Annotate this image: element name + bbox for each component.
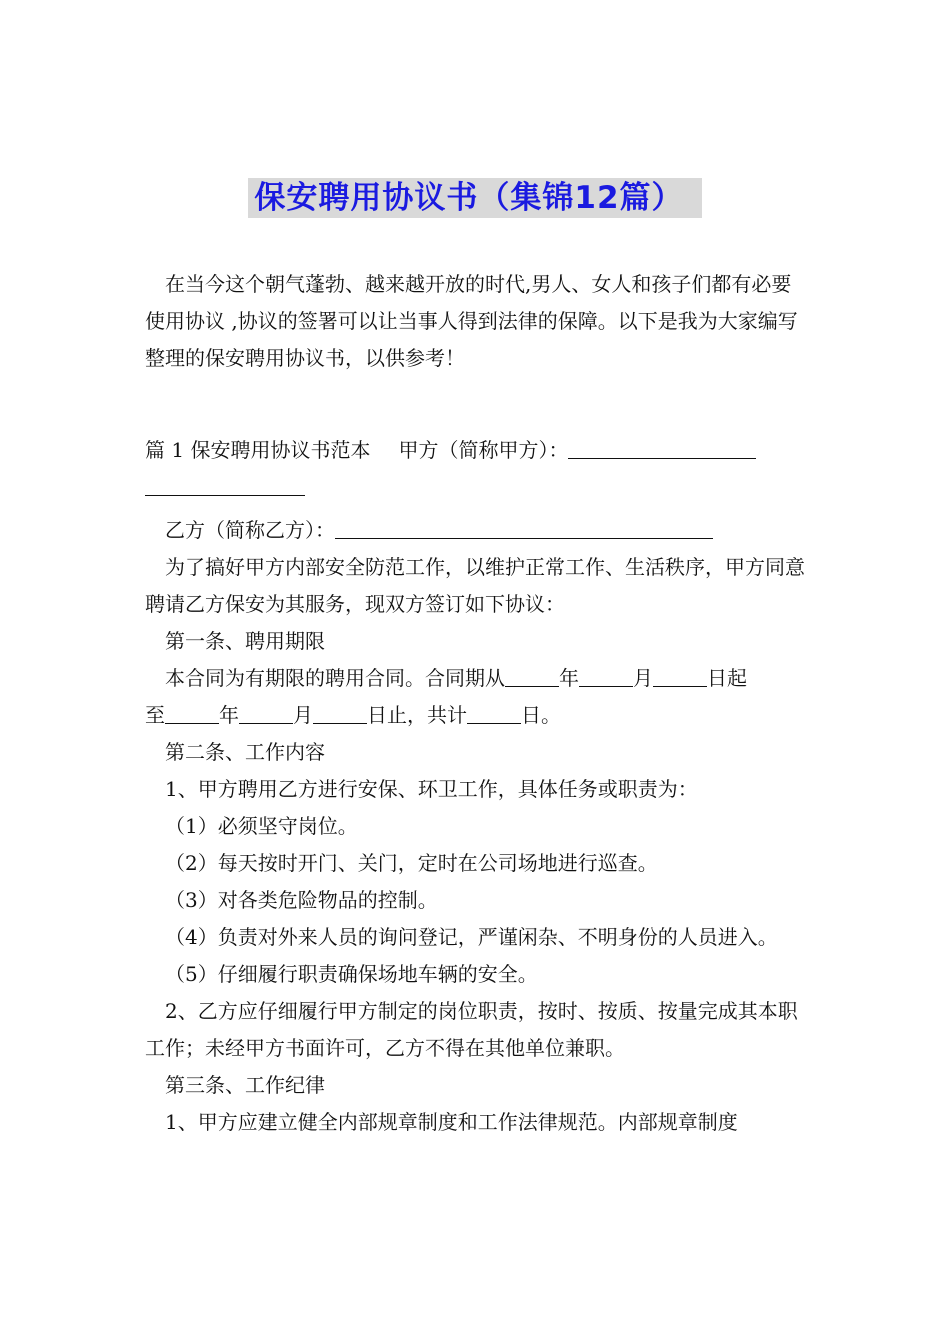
day-from-label: 日起 (707, 666, 747, 690)
party-a-blank (568, 436, 756, 459)
article-2-item-1: 1、甲方聘用乙方进行安保、环卫工作，具体任务或职责为： (165, 777, 698, 801)
days-label: 日。 (521, 703, 561, 727)
day-end-label: 日止，共计 (367, 703, 467, 727)
duty-item: （5）仔细履行职责确保场地车辆的安全。 (165, 962, 538, 986)
start-month-blank (579, 664, 633, 687)
year-label: 年 (559, 666, 579, 690)
section-heading: 篇 1 保安聘用协议书范本 (145, 438, 371, 462)
month-label: 月 (633, 666, 653, 690)
title-container (0, 178, 950, 218)
end-year-label: 年 (219, 703, 239, 727)
article-2-item-2: 2、乙方应仔细履行甲方制定的岗位职责，按时、按质、按量完成其本职工作；未经甲方书面许可，乙方不得在其他单位兼职。 (145, 999, 798, 1060)
party-b-line (145, 512, 810, 549)
party-b-label: 乙方（简称乙方）： (165, 518, 335, 542)
article-2-title: 第二条、工作内容 (165, 740, 325, 764)
article-3-title: 第三条、工作纪律 (165, 1073, 325, 1097)
party-a-label: 甲方（简称甲方）： (398, 438, 569, 462)
start-year-blank (505, 664, 559, 687)
end-year-blank (165, 701, 219, 724)
document-body (145, 266, 810, 1141)
duty-item: （2）每天按时开门、关门，定时在公司场地进行巡查。 (165, 851, 658, 875)
end-month-label: 月 (293, 703, 313, 727)
party-b-blank (335, 516, 713, 539)
term-text: 本合同为有期限的聘用合同。合同期从 (165, 666, 505, 690)
party-a-blank-continued (145, 473, 305, 496)
duty-item: （3）对各类危险物品的控制。 (165, 888, 438, 912)
total-days-blank (467, 701, 521, 724)
article-1-term-line (145, 660, 810, 697)
duty-item: （1）必须坚守岗位。 (165, 814, 358, 838)
section-1 (145, 432, 810, 1141)
purpose-paragraph: 为了搞好甲方内部安全防范工作，以维护正常工作、生活秩序，甲方同意聘请乙方保安为其服务，现双方签订如下协议： (145, 555, 805, 616)
duty-item: （4）负责对外来人员的询问登记，严谨闲杂、不明身份的人员进入。 (165, 925, 778, 949)
intro-paragraph: 在当今这个朝气蓬勃、越来越开放的时代,男人、女人和孩子们都有必要使用协议 ,协议的签署可以让当事人得到法律的保障。以下是我为大家编写整理的保安聘用协议书，以供参考！ (145, 272, 798, 370)
to-label: 至 (145, 703, 165, 727)
article-1-title: 第一条、聘用期限 (165, 629, 325, 653)
end-day-blank (313, 701, 367, 724)
end-month-blank (239, 701, 293, 724)
start-day-blank (653, 664, 707, 687)
document-title: 保安聘用协议书（集锦12篇） (248, 178, 701, 218)
party-a-line (145, 432, 810, 469)
party-a-blank-continued-line (145, 469, 810, 506)
article-1-end-line (145, 697, 810, 734)
article-3-item-1: 1、甲方应建立健全内部规章制度和工作法律规范。内部规章制度 (165, 1110, 738, 1134)
